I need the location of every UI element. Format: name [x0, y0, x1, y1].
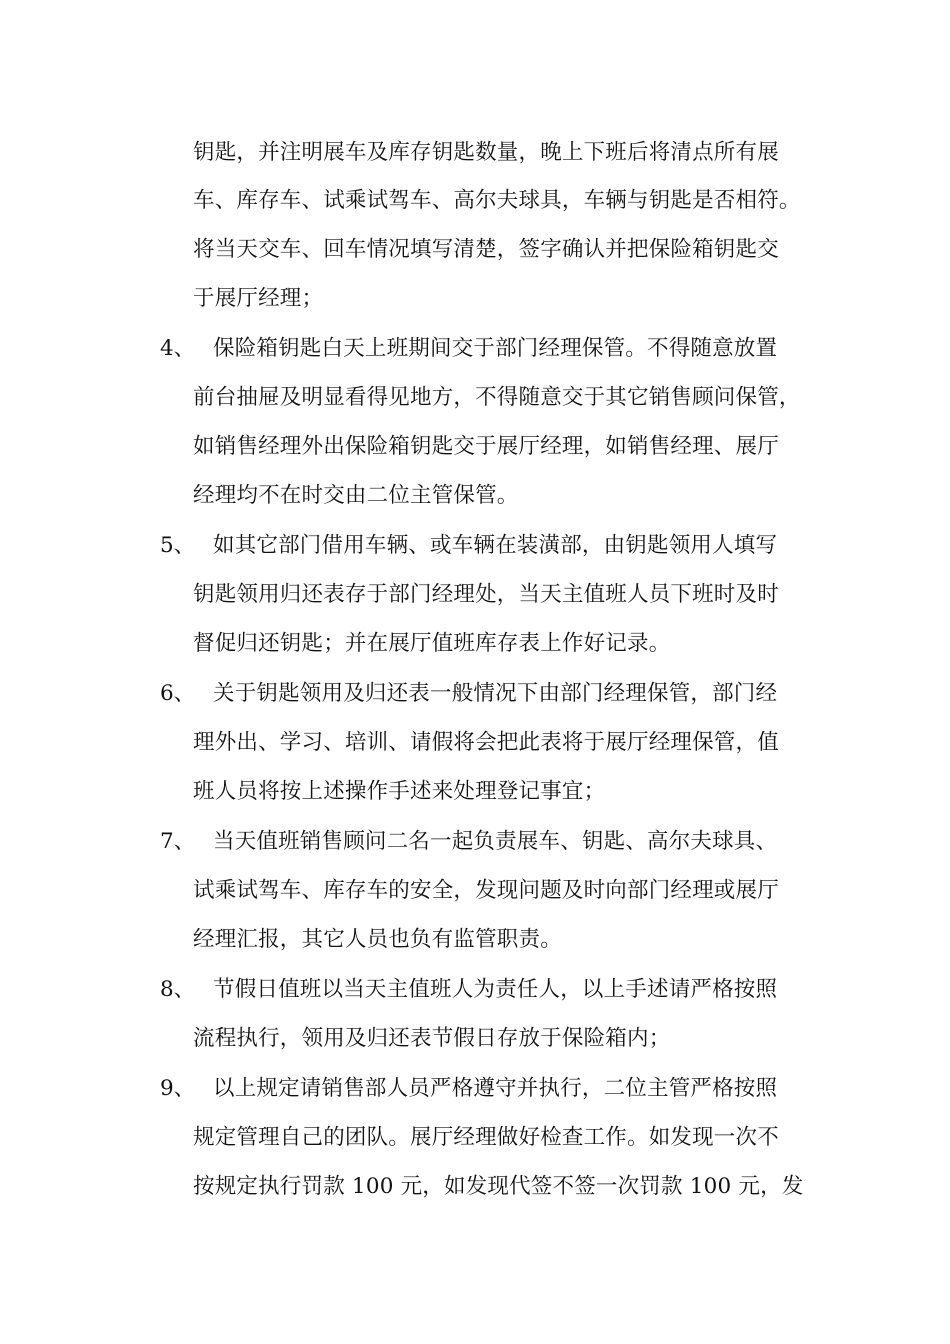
list-item-line: 试乘试驾车、库存车的安全，发现问题及时向部门经理或展厅 — [193, 878, 779, 903]
list-item-line: 督促归还钥匙；并在展厅值班库存表上作好记录。 — [193, 631, 671, 656]
paragraph-line: 将当天交车、回车情况填写清楚，签字确认并把保险箱钥匙交 — [193, 237, 779, 262]
list-item-line: 节假日值班以当天主值班人为责任人，以上手述请严格按照 — [213, 977, 778, 1002]
list-item-line: 班人员将按上述操作手述来处理登记事宜； — [193, 779, 606, 804]
list-item-line: 以上规定请销售部人员严格遵守并执行，二位主管严格按照 — [213, 1076, 778, 1101]
list-item-line: 规定管理自己的团队。展厅经理做好检查工作。如发现一次不 — [193, 1125, 779, 1150]
list-item-line: 按规定执行罚款 100 元，如发现代签不签一次罚款 100 元，发 — [193, 1174, 804, 1199]
list-item-line: 保险箱钥匙白天上班期间交于部门经理保管。不得随意放置 — [213, 336, 778, 361]
list-item-line: 关于钥匙领用及归还表一般情况下由部门经理保管，部门经 — [213, 681, 778, 706]
list-item-line: 前台抽屉及明显看得见地方，不得随意交于其它销售顾问保管， — [193, 385, 801, 410]
list-item-line: 经理均不在时交由二位主管保管。 — [193, 483, 519, 508]
list-item-line: 钥匙领用归还表存于部门经理处，当天主值班人员下班时及时 — [193, 582, 779, 607]
list-item-line: 如销售经理外出保险箱钥匙交于展厅经理，如销售经理、展厅 — [193, 434, 779, 459]
list-item-number: 5、 — [160, 533, 196, 558]
list-item-number: 8、 — [160, 977, 196, 1002]
paragraph-line: 车、库存车、试乘试驾车、高尔夫球具，车辆与钥匙是否相符。 — [193, 188, 801, 213]
paragraph-line: 于展厅经理； — [193, 286, 324, 311]
list-item-line: 理外出、学习、培训、请假将会把此表将于展厅经理保管，值 — [193, 730, 779, 755]
list-item-line: 如其它部门借用车辆、或车辆在装潢部，由钥匙领用人填写 — [213, 533, 778, 558]
list-item-line: 流程执行，领用及归还表节假日存放于保险箱内； — [193, 1026, 671, 1051]
list-item-number: 9、 — [160, 1076, 196, 1101]
list-item-number: 7、 — [160, 829, 196, 854]
list-item-line: 经理汇报，其它人员也负有监管职责。 — [193, 927, 562, 952]
list-item-number: 4、 — [160, 336, 196, 361]
list-item-number: 6、 — [160, 681, 196, 706]
paragraph-line: 钥匙，并注明展车及库存钥匙数量，晚上下班后将清点所有展 — [193, 140, 779, 165]
list-item-line: 当天值班销售顾问二名一起负责展车、钥匙、高尔夫球具、 — [213, 829, 778, 854]
